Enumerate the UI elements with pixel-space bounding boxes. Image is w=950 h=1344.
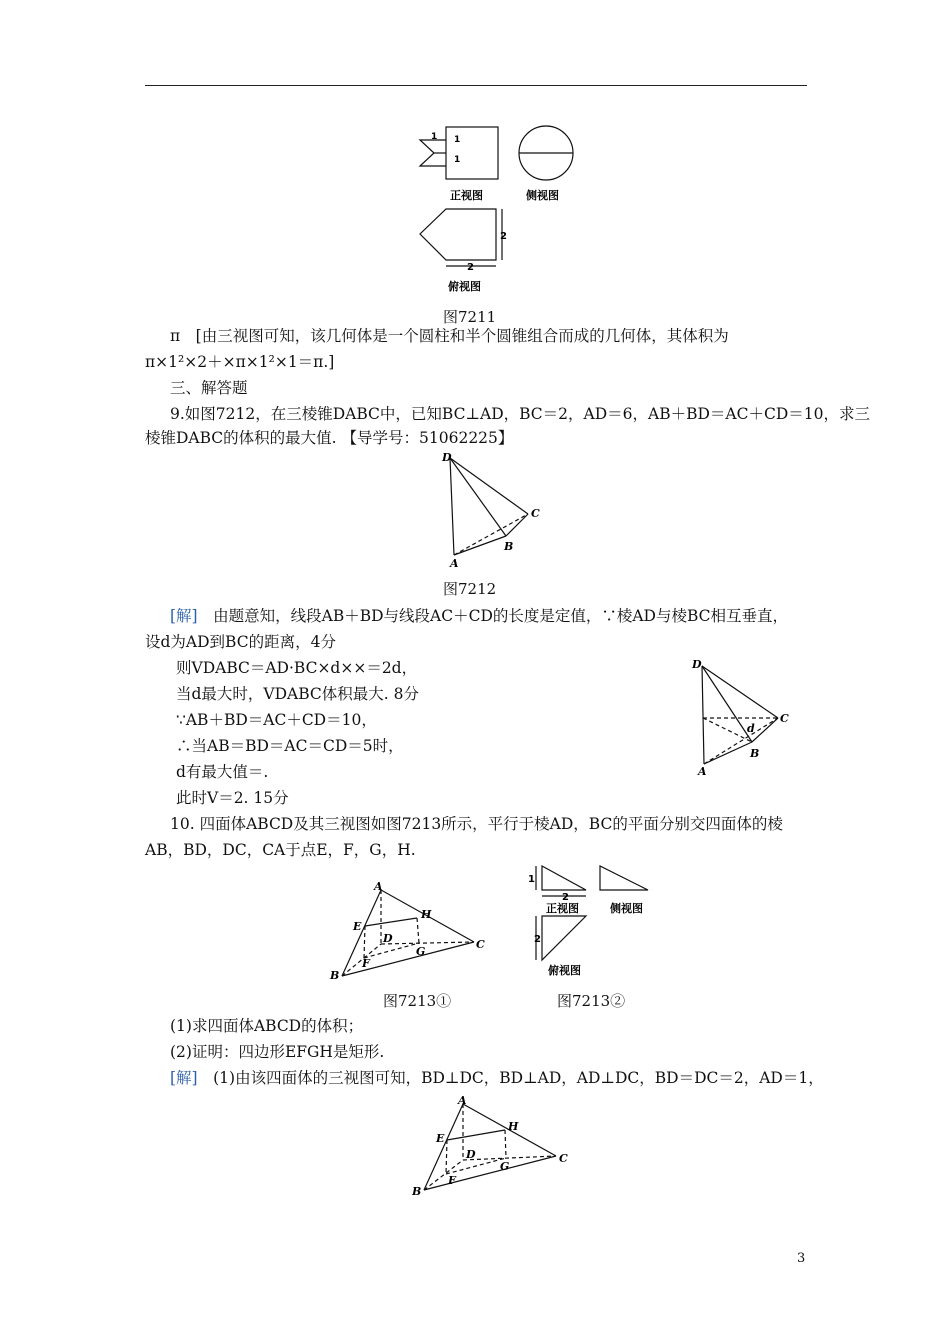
q10-front-label: 正视图 xyxy=(546,902,579,915)
q10-point-D: D xyxy=(383,932,393,945)
sol9-line7: d有最大值＝. xyxy=(176,763,269,781)
sol9-line8: 此时V＝2. 15分 xyxy=(176,789,289,807)
point-D: D xyxy=(442,451,452,464)
figure-sol9 xyxy=(684,654,794,778)
point-A: A xyxy=(450,557,459,570)
q10-point-H: H xyxy=(421,908,432,921)
sol9-line6: ∴当AB＝BD＝AC＝CD＝5时， xyxy=(176,737,404,755)
q10-point-A: A xyxy=(374,880,383,893)
side-view xyxy=(519,126,573,180)
side-view-label: 侧视图 xyxy=(526,189,559,202)
sol10-point-H: H xyxy=(508,1120,519,1133)
sol9-tag: [解] xyxy=(170,607,198,625)
q10-top-label: 俯视图 xyxy=(548,964,581,977)
q10-point-C: C xyxy=(476,938,485,951)
fig-7213-2-caption: 图7213② xyxy=(557,992,626,1010)
dim-1b: 1 xyxy=(454,135,461,145)
sol-point-B: B xyxy=(750,747,760,760)
sol-point-D: D xyxy=(692,658,702,671)
point-B: B xyxy=(504,540,514,553)
q10-point-B: B xyxy=(330,969,340,982)
dim-1c: 1 xyxy=(454,155,461,165)
q10-side-label: 侧视图 xyxy=(610,902,643,915)
q10-dim-2a: 2 xyxy=(562,892,569,903)
answer8-line1: π [由三视图可知，该几何体是一个圆柱和半个圆锥组合而成的几何体，其体积为 xyxy=(170,327,729,345)
figure-7213-1 xyxy=(326,878,492,984)
fig-7211-caption: 图7211 xyxy=(443,308,497,326)
q10-part2: (2)证明：四边形EFGH是矩形. xyxy=(170,1043,385,1061)
top-view-label: 俯视图 xyxy=(448,280,481,293)
q10-point-G: G xyxy=(416,945,426,958)
header-rule xyxy=(145,85,807,86)
sol10-tag: [解] xyxy=(170,1069,198,1087)
sol9-line2: 设d为AD到BC的距离，4分 xyxy=(145,633,336,651)
page-number: 3 xyxy=(797,1251,806,1266)
sol9-line3: 则VDABC＝AD·BC×d××＝2d， xyxy=(176,659,418,677)
sol10-point-B: B xyxy=(412,1185,422,1198)
q9-line2: 棱锥DABC的体积的最大值. 【导学号：51062225】 xyxy=(145,429,514,447)
q10-part1: (1)求四面体ABCD的体积； xyxy=(170,1017,364,1035)
dim-2-height: 2 xyxy=(500,231,507,242)
dim-2-width: 2 xyxy=(467,262,474,273)
sol10-point-C: C xyxy=(559,1152,568,1165)
figure-sol10 xyxy=(408,1092,574,1198)
front-view-label: 正视图 xyxy=(450,189,483,202)
sol10-point-F: F xyxy=(448,1174,456,1187)
sol10-line1: [解] (1)由该四面体的三视图可知，BD⊥DC，BD⊥AD，AD⊥DC，BD＝DC＝2，AD＝1， xyxy=(170,1069,824,1087)
sol10-point-G: G xyxy=(500,1160,510,1173)
sol10-point-A: A xyxy=(458,1094,467,1107)
q10-line2: AB，BD，DC，CA于点E，F，G，H. xyxy=(145,841,416,859)
sol10-point-D: D xyxy=(466,1148,476,1161)
q9-line1: 9.如图7212，在三棱锥DABC中，已知BC⊥AD，BC＝2，AD＝6，AB＋BD＝AC＋CD＝10，求三 xyxy=(170,405,870,423)
section-title: 三、解答题 xyxy=(170,379,248,397)
sol9-line4: 当d最大时，VDABC体积最大. 8分 xyxy=(176,685,419,703)
sol-point-C: C xyxy=(780,712,789,725)
sol-label-d: d xyxy=(747,722,755,735)
point-C: C xyxy=(531,507,540,520)
fig-7213-1-caption: 图7213① xyxy=(383,992,452,1010)
figure-7211 xyxy=(410,118,590,298)
fig-7212-caption: 图7212 xyxy=(443,580,497,598)
q10-point-F: F xyxy=(362,957,370,970)
q10-point-E: E xyxy=(353,920,362,933)
sol-point-A: A xyxy=(698,765,707,778)
answer8-line2: π×1²×2＋×π×1²×1＝π.] xyxy=(145,353,335,371)
figure-7213-2 xyxy=(522,860,662,980)
q10-dim-1: 1 xyxy=(528,874,535,885)
q10-line1: 10. 四面体ABCD及其三视图如图7213所示，平行于棱AD，BC的平面分别交四面体的棱 xyxy=(170,815,783,833)
sol10-point-E: E xyxy=(436,1132,445,1145)
top-view xyxy=(420,209,502,266)
sol9-line5: ∵AB＋BD＝AC＋CD＝10， xyxy=(176,711,377,729)
q10-dim-2b: 2 xyxy=(534,934,541,945)
dim-1a: 1 xyxy=(431,132,438,142)
figure-7212 xyxy=(432,448,552,570)
sol9-line1: [解] 由题意知，线段AB＋BD与线段AC＋CD的长度是定值，∵棱AD与棱BC相互垂直， xyxy=(170,607,789,625)
